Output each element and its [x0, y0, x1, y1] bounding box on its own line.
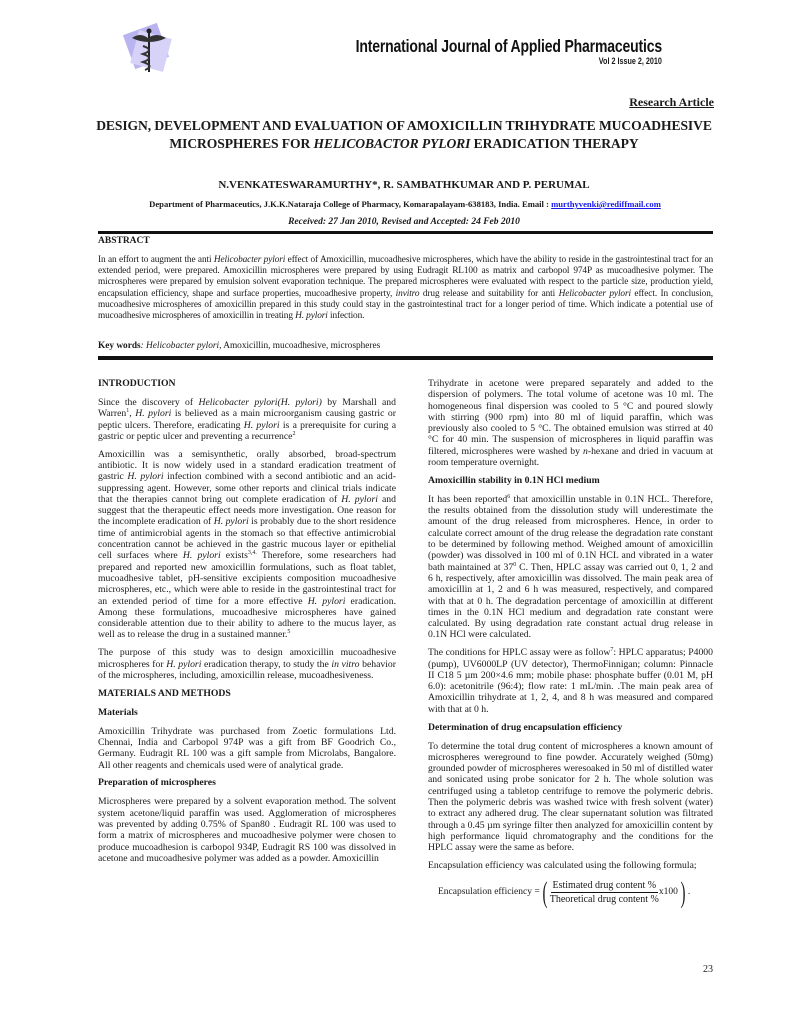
paragraph — [98, 726, 396, 771]
text-run: Encapsulation efficiency was calculated using the following formula; — [428, 859, 697, 871]
title-text: ERADICATION THERAPY — [470, 136, 639, 151]
text-run: H. pylori — [182, 550, 221, 562]
received-dates: Received: 27 Jan 2010, Revised and Accepted: 24 Feb 2010 — [288, 217, 520, 227]
citation-ref: 1 — [126, 408, 130, 415]
authors: N.VENKATESWARAMURTHY*, R. SAMBATHKUMAR AND P. PERUMAL — [218, 179, 590, 191]
text-run: Key words — [98, 341, 141, 351]
text-run: effect of Amoxicillin, mucoadhesive microspheres, which have the ability to reside in the gastrointestinal tract for an extended period, were prepared. Amoxicillin microspheres were prepared by using Eudragit RL100 as matrix and carbopol 974P as mucoadhesive polymer. The microspheres were prepared by emulsion solvent evaporation technique. The prepared microspheres were evaluated with respect to the particle size, production yield, encapsulation efficiency, shape and surface properties, mucoadhesive property, — [98, 255, 713, 299]
formula-open-paren: ( — [542, 875, 548, 909]
text-run: effect. In conclusion, mucoadhesive microspheres of amoxicillin prepared in this study could stay in the gastrointestinal tract for a longer period of time. Which indicate a potential use of mucoadhesive microspheres of amoxicillin in treating — [98, 288, 713, 322]
affiliation-text: Department of Pharmaceutics, J.K.K.Nataraja College of Pharmacy, Komarapalayam-638183, India. Email : — [149, 199, 552, 209]
text-run: Trihydrate in acetone were prepared separately and added to the dispersion of polymers. The total volume of acetone was 10 ml. The homogeneous final dispersion was cooled to 5 °C and poured slowly with stirring (900 rpm) into 80 ml of liquid paraffin, which was previously also cooled to 5 °C. The obtained emulsion was stirred at 40 °C for 40 min. The suspension of microspheres in liquid paraffin was filtered, microspheres were washed by — [428, 378, 713, 457]
text-run: invitro — [395, 288, 420, 299]
text-run: infection. — [327, 311, 365, 322]
divider — [98, 231, 713, 234]
citation-ref: 0 — [513, 561, 517, 568]
citation-ref: 3,4. — [247, 550, 257, 557]
subsection-heading-encapsulation: Determination of drug encapsulation efficiency — [428, 721, 623, 733]
right-column — [428, 378, 713, 908]
text-run: It has been reported — [428, 493, 508, 505]
text-run: n — [583, 445, 588, 457]
text-run: -hexane and dried in vacuum at room temperature overnight. — [428, 445, 713, 469]
text-run: eradication. Among these formulations, mucoadhesive microspheres have gained considerable attention due to their ability to adhere to the mucus layer, as well as to release the drug in a sustained manner. — [98, 595, 397, 641]
formula-multiplier: x100 — [658, 887, 678, 898]
abstract-text — [98, 255, 713, 322]
section-heading-introduction: INTRODUCTION — [98, 378, 176, 389]
text-run: Helicobacter pylori — [558, 288, 631, 299]
subsection-heading-stability: Amoxicillin stability in 0.1N HCl medium — [428, 474, 600, 486]
citation-ref: 7 — [610, 647, 614, 653]
text-run: eradication therapy, to study the — [201, 658, 332, 670]
text-run: and suggest that the therapeutic effect needs more investigation. One reason for the incomplete eradication of — [98, 493, 396, 528]
text-run: is believed as a main microorganism causing gastric or peptic ulcers. Therefore, eradicating — [98, 408, 397, 431]
text-run: is a prerequisite for curing a gastric or peptic ulcer and preventing a recurrence — [98, 419, 396, 442]
paragraph — [98, 449, 396, 641]
keywords — [98, 341, 380, 351]
page-number: 23 — [703, 964, 713, 975]
paragraph — [428, 494, 713, 641]
text-run: H. pylori — [135, 408, 172, 420]
paragraph — [98, 647, 396, 681]
formula-numerator: Estimated drug content % — [551, 880, 659, 893]
text-run: Amoxicillin was a semisynthetic, orally absorbed, broad-spectrum antibiotic. It is now widely used in a standard eradication treatment of gastric — [98, 448, 396, 483]
text-run: H. pylori — [295, 311, 328, 322]
left-column — [98, 378, 396, 871]
title-italic: HELICOBACTOR PYLORI — [313, 136, 471, 151]
text-run: is probably due to the short residence time of antimicrobial agents in the stomach so that effective antimicrobial concentration cannot be achieved in the gastric mucous layer or epithelial cell surfaces where — [98, 516, 396, 562]
citation-ref: 5 — [287, 629, 291, 636]
text-run: To determine the total drug content of microspheres a known amount of microspheres wereground to fine powder. Accurately weighed (50mg) grounded powder of microspheres weresoaked in 50 ml of distilled water and sonicated using probe sonicator for 2 h. The whole solution was centrifuged using a tabletop centrifuge to remove the polymeric debris. Then the polymeric debris was washed twice with fresh solvent (water) to extract any adhered drug. The clear supernatant solution was filtrated through a 0.45 µm syringe filter then analyzed for amoxicillin content by high performance liquid chromatography and the conditions for the HPLC assay were the same as before. — [428, 740, 713, 854]
encapsulation-formula — [438, 875, 713, 909]
text-run: , — [129, 408, 136, 420]
paragraph — [428, 647, 713, 715]
text-run: H. pylori — [127, 471, 164, 483]
article-type: Research Article — [629, 95, 714, 109]
text-run: behavior of the microspheres, including, amoxicillin release, mucoadhesiveness. — [98, 658, 397, 681]
text-run: The conditions for HPLC assay were as follow — [428, 647, 611, 659]
text-run: exists — [220, 550, 248, 562]
formula-fraction — [550, 880, 659, 906]
text-run: The purpose of this study was to design amoxicillin mucoadhesive microspheres for — [98, 647, 396, 670]
title-text: MICROSPHERES FOR — [169, 136, 314, 151]
paragraph — [428, 860, 713, 871]
title-line-2 — [90, 135, 718, 153]
journal-logo-caduceus-icon — [118, 22, 180, 78]
affiliation — [80, 199, 730, 209]
text-run: Microspheres were prepared by a solvent evaporation method. The solvent system acetone/liquid paraffin was used. Agglomeration of microspheres was prevented by adding 0.75% of Span80 . Eudragit RL 100 was used to form a matrix of microspheres and mucoadhesive polymer were chosen to produce mucoadhesion is carbopol 934P, Eudragit RS 100 was dissolved in acetone and mucoadhesive polymer was added as a powder. Amoxicillin — [98, 796, 396, 864]
email-link[interactable]: murthyvenki@rediffmail.com — [551, 199, 661, 209]
text-run: by Marshall and Warren — [98, 397, 396, 420]
formula-denominator: Theoretical drug content % — [549, 894, 659, 906]
journal-title: International Journal of Applied Pharmaceutics — [355, 36, 662, 56]
text-run: H. pylori — [213, 516, 249, 528]
formula-close-paren: ) — [680, 875, 686, 909]
journal-volume: Vol 2 Issue 2, 2010 — [598, 56, 662, 66]
citation-ref: 6 — [507, 493, 511, 500]
text-run: in vitro — [331, 658, 360, 670]
text-run: Since the discovery of — [98, 397, 199, 408]
text-run: C. Then, HPLC assay was carried out 0, 1, 2 and 6 h, respectively, after amoxicillin was dissolved. The main peak area of amoxicillin at 1, 2 and 6 h was measured, respectively, and compared with that at 0 h. The degradation percentage of amoxicillin at different times in the 0.1N HCl medium and degradation rate constant were calculated. By using degradation rate constant actual drug release in 0.1N HCl were calculated. — [428, 561, 713, 641]
text-run: drug release and suitability for anti — [419, 288, 559, 299]
subsection-heading-materials: Materials — [98, 706, 138, 718]
paragraph — [428, 378, 713, 468]
paper-title — [90, 117, 718, 153]
title-line-1: DESIGN, DEVELOPMENT AND EVALUATION OF AMOXICILLIN TRIHYDRATE MUCOADHESIVE — [96, 118, 712, 133]
section-heading-materials-methods: MATERIALS AND METHODS — [98, 687, 231, 699]
formula-trail: . — [687, 887, 691, 898]
subsection-heading-preparation: Preparation of microspheres — [98, 777, 216, 789]
text-run: Helicobacter pylori — [213, 255, 286, 265]
text-run: infection combined with a second antibiotic and an acid-suppressing agent. However, some other reports and clinical trials indicate that the therapies cannot bring out complete eradication of — [98, 471, 397, 505]
abstract-heading: ABSTRACT — [98, 236, 150, 246]
text-run: Helicobacter pylori(H. pylori) — [198, 397, 322, 408]
formula-lhs: Encapsulation efficiency = — [438, 887, 540, 898]
divider — [98, 356, 713, 360]
text-run: Therefore, some researchers had prepared and reported new amoxicillin formulations, such as float tablet, mucoadhesive tablet, pH-sensitive excipients composition mucoadhesive microspheres, etc., which were able to reside in the gastrointestinal tract for an extended period of time for a more effective — [98, 550, 396, 607]
citation-ref: 2 — [292, 430, 296, 437]
text-run: Amoxicillin Trihydrate was purchased from Zoetic formulations Ltd. Chennai, India and Carbopol 974P was a gift from BF Goodrich Co., Germany. Eudragit RL 100 was a gift sample from Microlabs, Bangalore. All other reagents and chemicals used were of analytical grade. — [98, 725, 396, 771]
paragraph — [428, 741, 713, 854]
paragraph — [98, 397, 396, 442]
text-run: H. pylori — [166, 658, 202, 670]
paragraph — [98, 796, 396, 864]
text-run: H. pylori — [243, 419, 280, 431]
text-run: : Helicobacter pylori — [140, 341, 220, 351]
text-run: , Amoxicillin, mucoadhesive, microspheres — [219, 341, 381, 351]
text-run: In an effort to augment the anti — [98, 255, 214, 265]
text-run: H. pylori — [307, 595, 346, 607]
text-run: that amoxicillin unstable in 0.1N HCL. Therefore, the results obtained from the dissolution study will underestimate the amount of the drug released from microspheres. Hence, in order to calculate correct amount of the drug release the degradation rate constant to be determined by following method. Weighed amount of amoxicillin (powder) was dissolved in 100 ml of 0.1N HCL and vibrated in a water bath maintained at 37 — [428, 493, 713, 573]
text-run: H. pylori — [341, 493, 378, 505]
text-run: : HPLC apparatus; P4000 (pump), UV6000LP (UV detector), ThermoFinnigan; column: Pinnacle II C18 5 µm 200×4.6 mm; mobile phase: phosphate buffer (0.01 M, pH 6.0): acetonitrile (96:4); flow rate: 1 mL/min. .The main peak area of Amoxicillin trihydrate at 1, 2, 4, and 8 h was measured and compared with that at 0 h. — [428, 647, 713, 715]
